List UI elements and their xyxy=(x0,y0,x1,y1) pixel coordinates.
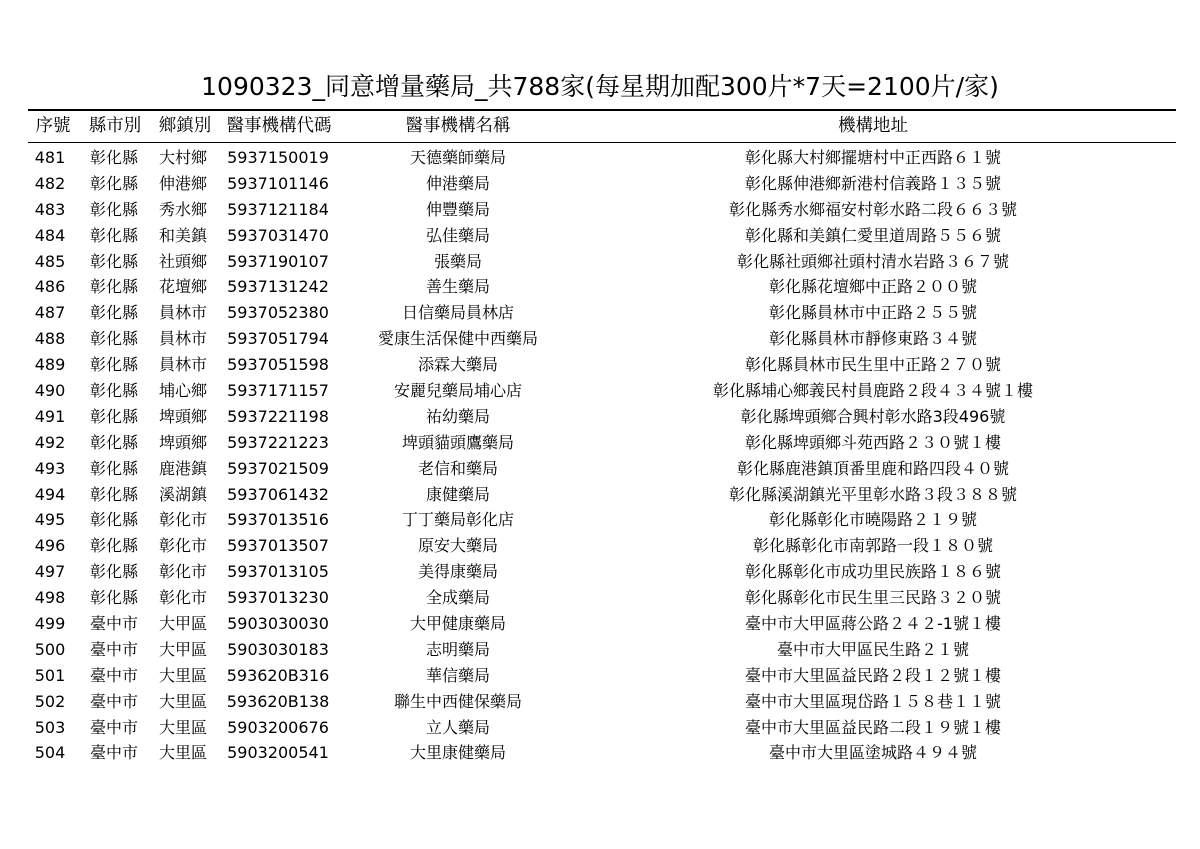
cell-code: 5937121184 xyxy=(227,199,329,219)
cell-township: 彰化市 xyxy=(158,510,207,530)
cell-city: 彰化縣 xyxy=(89,588,138,608)
cell-index: 488 xyxy=(34,329,66,349)
cell-name: 祐幼藥局 xyxy=(425,406,490,426)
header-city: 縣市別 xyxy=(88,116,142,136)
cell-city: 彰化縣 xyxy=(89,329,138,349)
table-row xyxy=(28,507,1176,533)
title-underline xyxy=(28,109,1176,111)
cell-name: 愛康生活保健中西藥局 xyxy=(377,329,538,349)
cell-address: 彰化縣和美鎮仁愛里道周路５５６號 xyxy=(744,225,1001,245)
cell-code: 5937052380 xyxy=(227,303,329,323)
table-row xyxy=(28,611,1176,637)
cell-address: 彰化縣大村鄉擺塘村中正西路６１號 xyxy=(744,148,1001,167)
table-row xyxy=(28,223,1176,249)
cell-name: 大甲健康藥局 xyxy=(409,614,506,634)
cell-city: 彰化縣 xyxy=(89,251,138,271)
cell-code: 5937021509 xyxy=(227,458,329,478)
cell-address: 彰化縣彰化市曉陽路２１９號 xyxy=(768,510,977,530)
cell-address: 臺中市大里區現岱路１５８巷１１號 xyxy=(744,691,1001,711)
cell-name: 弘佳藥局 xyxy=(425,225,490,245)
cell-city: 臺中市 xyxy=(89,743,138,763)
cell-code: 5903030030 xyxy=(227,614,329,634)
cell-city: 彰化縣 xyxy=(89,484,138,504)
cell-index: 481 xyxy=(34,148,66,167)
cell-index: 486 xyxy=(34,277,66,297)
cell-township: 花壇鄉 xyxy=(158,277,207,297)
cell-name: 立人藥局 xyxy=(425,717,490,737)
cell-name: 大里康健藥局 xyxy=(409,743,506,763)
table-row xyxy=(28,456,1176,482)
cell-index: 499 xyxy=(34,614,66,634)
cell-address: 彰化縣員林市民生里中正路２７０號 xyxy=(744,355,1001,375)
cell-index: 492 xyxy=(34,432,66,452)
cell-city: 臺中市 xyxy=(89,717,138,737)
table-row xyxy=(28,378,1176,404)
cell-township: 埤頭鄉 xyxy=(158,432,207,452)
header-code: 醫事機構代碼 xyxy=(226,116,332,136)
cell-index: 491 xyxy=(34,406,66,426)
cell-township: 埔心鄉 xyxy=(158,381,207,401)
cell-city: 臺中市 xyxy=(89,614,138,634)
cell-index: 489 xyxy=(34,355,66,375)
table-row xyxy=(28,352,1176,378)
cell-city: 彰化縣 xyxy=(89,562,138,582)
cell-township: 員林市 xyxy=(158,303,207,323)
cell-name: 全成藥局 xyxy=(425,588,490,608)
cell-code: 5937101146 xyxy=(227,173,329,193)
table-row xyxy=(28,249,1176,275)
cell-address: 彰化縣花壇鄉中正路２００號 xyxy=(768,277,977,297)
cell-name: 原安大藥局 xyxy=(417,536,498,556)
cell-address: 臺中市大里區塗城路４９４號 xyxy=(768,743,977,763)
cell-code: 5937221198 xyxy=(227,406,329,426)
cell-township: 大里區 xyxy=(158,665,207,685)
cell-city: 彰化縣 xyxy=(89,355,138,375)
cell-township: 大里區 xyxy=(158,743,207,763)
cell-code: 593620B138 xyxy=(226,691,330,711)
cell-city: 彰化縣 xyxy=(89,225,138,245)
table-row xyxy=(28,585,1176,611)
cell-index: 483 xyxy=(34,199,66,219)
cell-index: 490 xyxy=(34,381,66,401)
cell-township: 彰化市 xyxy=(158,588,207,608)
cell-index: 493 xyxy=(34,458,66,478)
cell-address: 彰化縣埔心鄉義民村員鹿路２段４３４號１樓 xyxy=(712,381,1033,401)
table-row xyxy=(28,715,1176,741)
cell-address: 彰化縣伸港鄉新港村信義路１３５號 xyxy=(744,173,1001,193)
table-row xyxy=(28,326,1176,352)
pharmacy-table xyxy=(28,112,1176,766)
cell-name: 安麗兒藥局埔心店 xyxy=(393,381,522,401)
table-row xyxy=(28,145,1176,171)
cell-code: 5903200541 xyxy=(227,743,329,763)
cell-township: 彰化市 xyxy=(158,562,207,582)
cell-name: 老信和藥局 xyxy=(417,458,498,478)
cell-code: 5937051598 xyxy=(227,355,329,375)
cell-township: 秀水鄉 xyxy=(158,199,207,219)
cell-index: 500 xyxy=(34,639,66,659)
cell-name: 華信藥局 xyxy=(425,665,490,685)
cell-code: 5937013516 xyxy=(227,510,329,530)
table-row xyxy=(28,430,1176,456)
cell-name: 志明藥局 xyxy=(425,639,490,659)
cell-name: 聯生中西健保藥局 xyxy=(393,691,522,711)
cell-city: 臺中市 xyxy=(89,691,138,711)
table-row xyxy=(28,663,1176,689)
cell-name: 丁丁藥局彰化店 xyxy=(401,510,514,530)
cell-city: 臺中市 xyxy=(89,639,138,659)
cell-code: 5937221223 xyxy=(227,432,329,452)
cell-index: 482 xyxy=(34,173,66,193)
cell-city: 臺中市 xyxy=(89,665,138,685)
table-body xyxy=(28,145,1176,766)
cell-code: 5937131242 xyxy=(227,277,329,297)
cell-index: 487 xyxy=(34,303,66,323)
cell-township: 大甲區 xyxy=(158,614,207,634)
cell-name: 伸豐藥局 xyxy=(425,199,490,219)
cell-city: 彰化縣 xyxy=(89,277,138,297)
cell-code: 5937031470 xyxy=(227,225,329,245)
header-name: 醫事機構名稱 xyxy=(405,116,511,136)
cell-address: 彰化縣溪湖鎮光平里彰水路３段３８８號 xyxy=(728,484,1017,504)
cell-index: 503 xyxy=(34,717,66,737)
cell-city: 彰化縣 xyxy=(89,303,138,323)
cell-address: 臺中市大里區益民路２段１２號１樓 xyxy=(744,665,1001,685)
cell-city: 彰化縣 xyxy=(89,536,138,556)
cell-township: 鹿港鎮 xyxy=(158,458,207,478)
cell-name: 善生藥局 xyxy=(425,277,490,297)
cell-code: 5903200676 xyxy=(227,717,329,737)
cell-index: 484 xyxy=(34,225,66,245)
cell-city: 彰化縣 xyxy=(89,406,138,426)
cell-township: 埤頭鄉 xyxy=(158,406,207,426)
cell-code: 5937013105 xyxy=(227,562,329,582)
cell-index: 494 xyxy=(34,484,66,504)
cell-city: 彰化縣 xyxy=(89,510,138,530)
cell-city: 彰化縣 xyxy=(89,173,138,193)
cell-code: 593620B316 xyxy=(226,665,330,685)
cell-index: 485 xyxy=(34,251,66,271)
cell-code: 5937061432 xyxy=(227,484,329,504)
cell-address: 彰化縣彰化市民生里三民路３２０號 xyxy=(744,588,1001,608)
cell-township: 社頭鄉 xyxy=(158,251,207,271)
cell-township: 彰化市 xyxy=(158,536,207,556)
cell-address: 彰化縣彰化市南郭路一段１８０號 xyxy=(752,536,993,556)
cell-index: 502 xyxy=(34,691,66,711)
cell-name: 日信藥局員林店 xyxy=(401,303,514,323)
cell-township: 大甲區 xyxy=(158,639,207,659)
cell-index: 501 xyxy=(34,665,66,685)
table-row xyxy=(28,482,1176,508)
cell-township: 大村鄉 xyxy=(158,148,207,167)
cell-township: 伸港鄉 xyxy=(158,173,207,193)
table-row xyxy=(28,559,1176,585)
cell-code: 5937013230 xyxy=(227,588,329,608)
cell-name: 張藥局 xyxy=(433,251,482,271)
cell-address: 彰化縣員林市靜修東路３４號 xyxy=(768,329,977,349)
table-row xyxy=(28,533,1176,559)
table-row xyxy=(28,689,1176,715)
cell-township: 大里區 xyxy=(158,717,207,737)
cell-name: 天德藥師藥局 xyxy=(409,148,506,167)
cell-address: 彰化縣彰化市成功里民族路１８６號 xyxy=(744,562,1001,582)
cell-name: 康健藥局 xyxy=(425,484,490,504)
header-township: 鄉鎮別 xyxy=(158,116,212,136)
cell-index: 495 xyxy=(34,510,66,530)
cell-name: 添霖大藥局 xyxy=(417,355,498,375)
cell-city: 彰化縣 xyxy=(89,458,138,478)
cell-code: 5937051794 xyxy=(227,329,329,349)
cell-index: 504 xyxy=(34,743,66,763)
header-index: 序號 xyxy=(35,116,71,136)
document-title: 1090323_同意增量藥局_共788家(每星期加配300片*7天=2100片/家) xyxy=(201,72,999,101)
cell-city: 彰化縣 xyxy=(89,148,138,167)
cell-code: 5937190107 xyxy=(227,251,329,271)
cell-township: 和美鎮 xyxy=(158,225,207,245)
table-row xyxy=(28,637,1176,663)
cell-address: 彰化縣秀水鄉福安村彰水路二段６６３號 xyxy=(728,199,1017,219)
table-row xyxy=(28,300,1176,326)
cell-code: 5903030183 xyxy=(227,639,329,659)
cell-code: 5937150019 xyxy=(227,148,329,167)
cell-address: 彰化縣員林市中正路２５５號 xyxy=(768,303,977,323)
table-header-row xyxy=(28,112,1176,143)
cell-index: 497 xyxy=(34,562,66,582)
table-row xyxy=(28,274,1176,300)
cell-name: 埤頭貓頭鷹藥局 xyxy=(401,432,514,452)
table-row xyxy=(28,171,1176,197)
cell-index: 496 xyxy=(34,536,66,556)
cell-city: 彰化縣 xyxy=(89,199,138,219)
table-row xyxy=(28,740,1176,766)
cell-address: 臺中市大里區益民路二段１９號１樓 xyxy=(744,717,1001,737)
cell-code: 5937013507 xyxy=(227,536,329,556)
cell-address: 彰化縣鹿港鎮頂番里鹿和路四段４０號 xyxy=(736,458,1009,478)
cell-township: 員林市 xyxy=(158,329,207,349)
cell-code: 5937171157 xyxy=(227,381,329,401)
cell-township: 員林市 xyxy=(158,355,207,375)
cell-city: 彰化縣 xyxy=(89,432,138,452)
table-row xyxy=(28,404,1176,430)
cell-township: 溪湖鎮 xyxy=(158,484,207,504)
cell-address: 彰化縣埤頭鄉合興村彰水路3段496號 xyxy=(740,406,1006,426)
header-address: 機構地址 xyxy=(838,116,908,136)
cell-address: 臺中市大甲區民生路２１號 xyxy=(776,639,969,659)
cell-index: 498 xyxy=(34,588,66,608)
cell-name: 美得康藥局 xyxy=(417,562,498,582)
cell-name: 伸港藥局 xyxy=(425,173,490,193)
table-row xyxy=(28,197,1176,223)
cell-city: 彰化縣 xyxy=(89,381,138,401)
cell-address: 臺中市大甲區蔣公路２４２-1號１樓 xyxy=(745,614,1001,634)
cell-township: 大里區 xyxy=(158,691,207,711)
cell-address: 彰化縣社頭鄉社頭村清水岩路３６７號 xyxy=(736,251,1009,271)
cell-address: 彰化縣埤頭鄉斗苑西路２３０號１樓 xyxy=(744,432,1001,452)
